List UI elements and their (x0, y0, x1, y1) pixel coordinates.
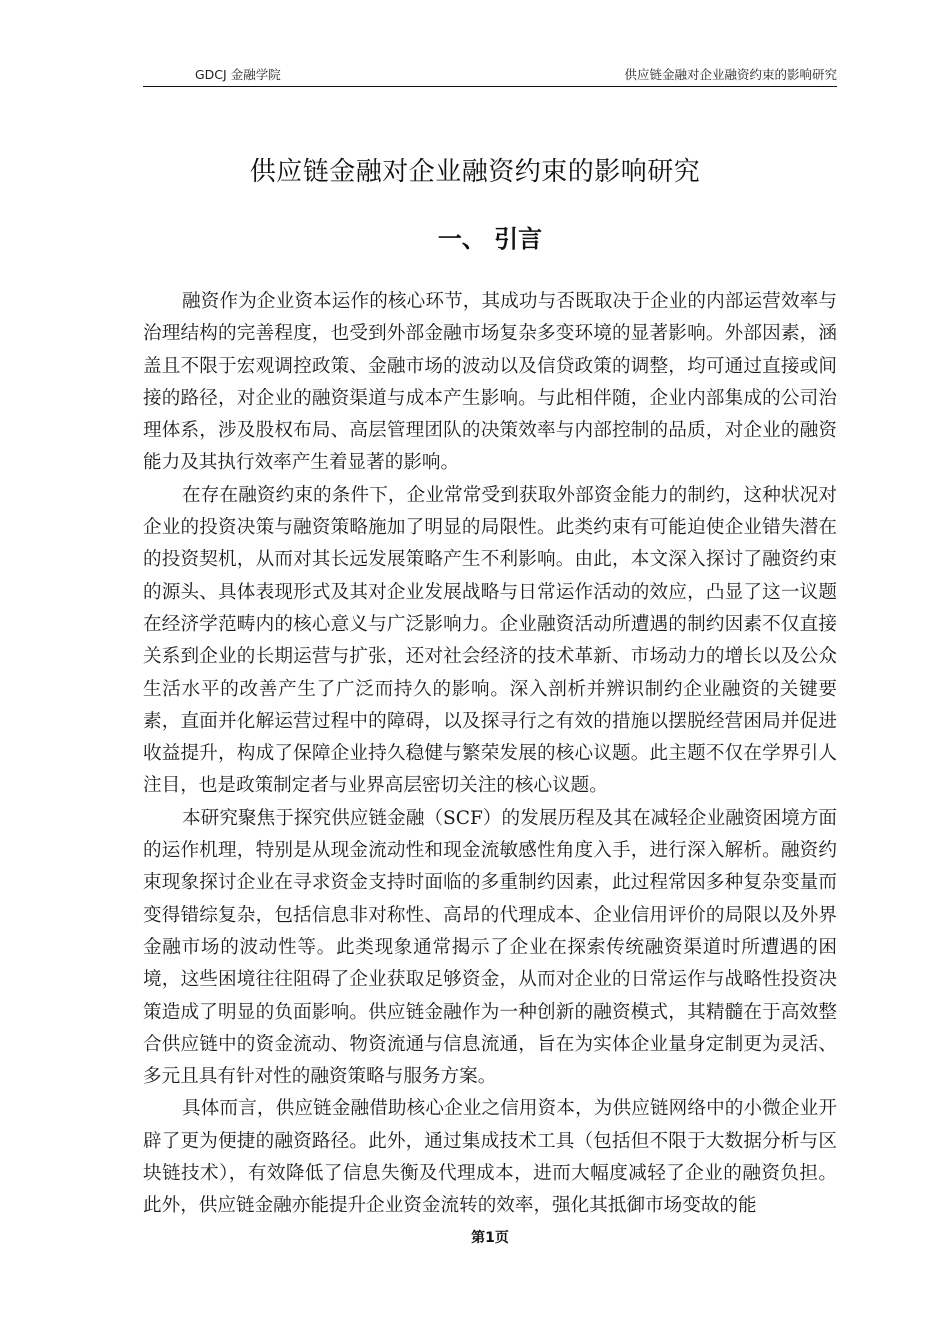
page-number: 第1页 (471, 1230, 509, 1246)
paragraph: 融资作为企业资本运作的核心环节，其成功与否既取决于企业的内部运营效率与治理结构的完善程度，也受到外部金融市场复杂多变环境的显著影响。外部因素，涵盖且不限于宏观调控政策、金融市场的波动以及信贷政策的调整，均可通过直接或间接的路径，对企业的融资渠道与成本产生影响。与此相伴随，企业内部集成的公司治理体系，涉及股权布局、高层管理团队的决策效率与内部控制的品质，对企业的融资能力及其执行效率产生着显著的影响。 (143, 291, 837, 474)
document-title: 供应链金融对企业融资约束的影响研究 (249, 157, 701, 187)
paragraph: 在存在融资约束的条件下，企业常常受到获取外部资金能力的制约，这种状况对企业的投资决策与融资策略施加了明显的局限性。此类约束有可能迫使企业错失潜在的投资契机，从而对其长远发展策略产生不利影响。由此，本文深入探讨了融资约束的源头、具体表现形式及其对企业发展战略与日常运作活动的效应，凸显了这一议题在经济学范畴内的核心意义与广泛影响力。企业融资活动所遭遇的制约因素不仅直接关系到企业的长期运营与扩张，还对社会经济的技术革新、市场动力的增长以及公众生活水平的改善产生了广泛而持久的影响。深入剖析并辨识制约企业融资的关键要素，直面并化解运营过程中的障碍，以及探寻行之有效的措施以摆脱经营困局并促进收益提升，构成了保障企业持久稳健与繁荣发展的核心议题。此主题不仅在学界引人注目，也是政策制定者与业界高层密切关注的核心议题。 (143, 484, 837, 797)
paragraph: 本研究聚焦于探究供应链金融（SCF）的发展历程及其在减轻企业融资困境方面的运作机理，特别是从现金流动性和现金流敏感性角度入手，进行深入解析。融资约束现象探讨企业在寻求资金支持时面临的多重制约因素，此过程常因多种复杂变量而变得错综复杂，包括信息非对称性、高昂的代理成本、企业信用评价的局限以及外界金融市场的波动性等。此类现象通常揭示了企业在探索传统融资渠道时所遭遇的困境，这些困境往往阻碍了企业获取足够资金，从而对企业的日常运作与战略性投资决策造成了明显的负面影响。供应链金融作为一种创新的融资模式，其精髓在于高效整合供应链中的资金流动、物资流通与信息流通，旨在为实体企业量身定制更为灵活、多元且具有针对性的融资策略与服务方案。 (143, 807, 837, 1088)
paragraph: 具体而言，供应链金融借助核心企业之信用资本，为供应链网络中的小微企业开辟了更为便捷的融资路径。此外，通过集成技术工具（包括但不限于大数据分析与区块链技术），有效降低了信息失衡及代理成本，进而大幅度减轻了企业的融资负担。此外，供应链金融亦能提升企业资金流转的效率，强化其抵御市场变故的能 (143, 1098, 837, 1217)
header-institution: GDCJ 金融学院 (195, 67, 281, 82)
header-running-title: 供应链金融对企业融资约束的影响研究 (624, 67, 837, 82)
body-text (143, 286, 837, 1223)
section-heading: 一、 引言 (437, 225, 543, 253)
page-header (143, 66, 837, 87)
